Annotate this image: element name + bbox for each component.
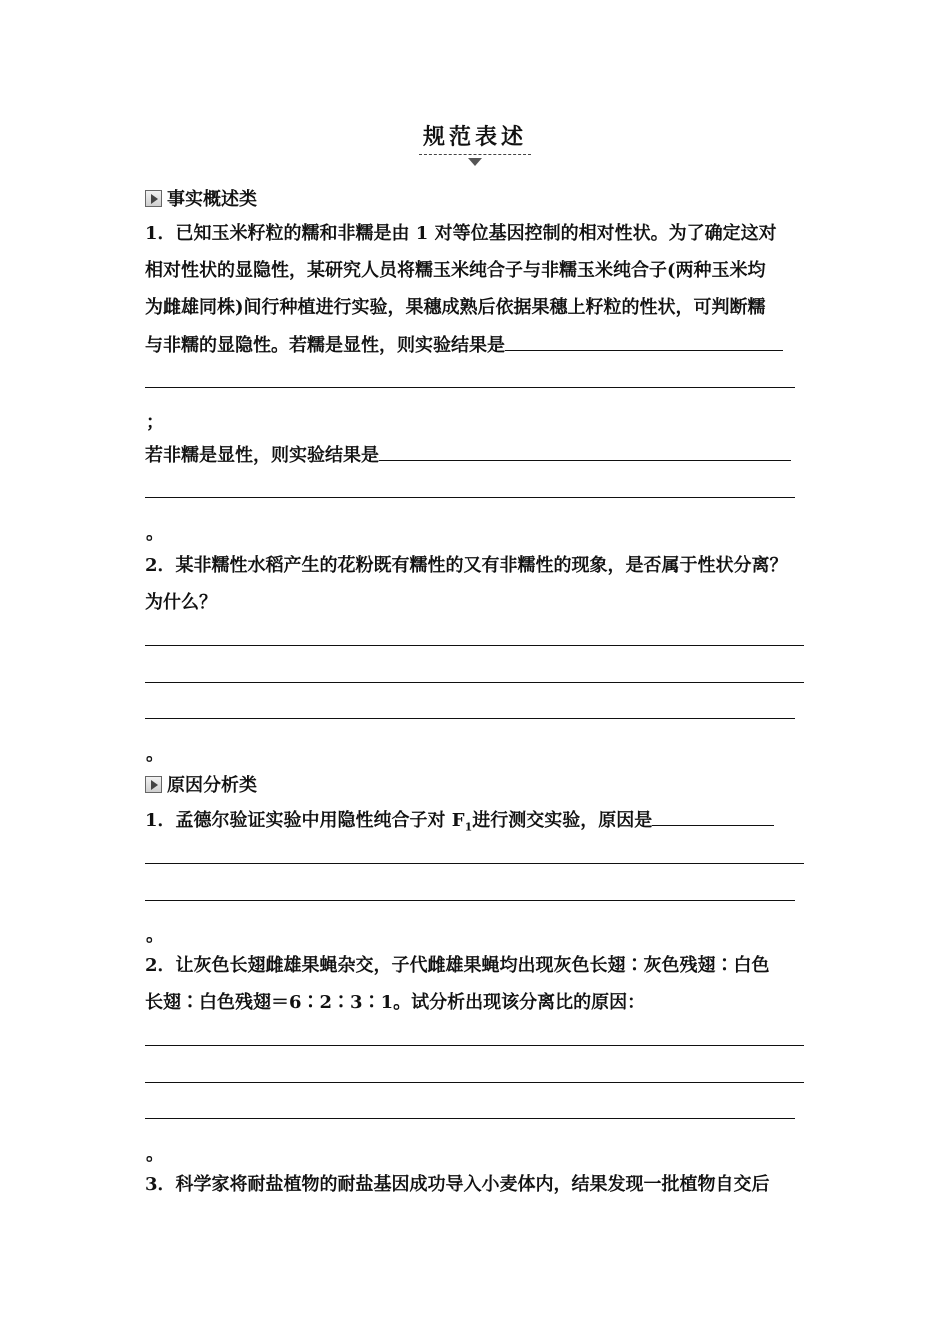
answer-line[interactable] <box>145 497 795 498</box>
question-text: 长翅∶白色残翅＝6∶2∶3∶1。试分析出现该分离比的原因： <box>145 992 646 1013</box>
question-text-part: 与非糯的显隐性。若糯是显性，则实验结果是 <box>145 335 505 356</box>
answer-blank[interactable] <box>652 807 774 826</box>
punctuation: 。 <box>146 523 164 544</box>
answer-blank[interactable] <box>505 332 783 351</box>
answer-line[interactable] <box>145 1118 795 1119</box>
question-text: 为什么？ <box>145 592 217 613</box>
question-text: 3．科学家将耐盐植物的耐盐基因成功导入小麦体内，结果发现一批植物自交后 <box>145 1174 770 1195</box>
subscript: 1 <box>464 820 473 834</box>
answer-line[interactable] <box>145 863 804 864</box>
section-heading-reasons <box>145 771 257 797</box>
section-heading-text: 事实概述类 <box>167 189 257 210</box>
question-text <box>145 442 791 469</box>
answer-line[interactable] <box>145 387 795 388</box>
section-heading-text: 原因分析类 <box>167 775 257 796</box>
page-title-block <box>0 120 950 166</box>
question-text: 1．已知玉米籽粒的糯和非糯是由 1 对等位基因控制的相对性状。为了确定这对 <box>145 223 777 244</box>
answer-line[interactable] <box>145 682 804 683</box>
punctuation: 。 <box>146 925 164 946</box>
punctuation: ； <box>146 412 164 433</box>
question-text-part: 进行测交实验，原因是 <box>472 810 653 831</box>
answer-line[interactable] <box>145 645 804 646</box>
section-heading-facts <box>145 185 257 211</box>
answer-line[interactable] <box>145 1082 804 1083</box>
answer-line[interactable] <box>145 900 795 901</box>
answer-line[interactable] <box>145 1045 804 1046</box>
play-icon <box>145 776 162 793</box>
question-text: 2．让灰色长翅雌雄果蝇杂交，子代雌雄果蝇均出现灰色长翅∶灰色残翅∶白色 <box>145 955 770 976</box>
question-text: 为雌雄同株)间行种植进行实验，果穗成熟后依据果穗上籽粒的性状，可判断糯 <box>145 297 766 318</box>
question-text-part: 若非糯是显性，则实验结果是 <box>145 445 379 466</box>
question-text <box>145 332 783 359</box>
title-arrow-icon <box>468 158 482 166</box>
question-text: 相对性状的显隐性，某研究人员将糯玉米纯合子与非糯玉米纯合子(两种玉米均 <box>145 260 766 281</box>
question-text-part: 1．孟德尔验证实验中用隐性纯合子对 F <box>145 810 465 831</box>
question-text <box>145 807 774 841</box>
punctuation: 。 <box>146 1144 164 1165</box>
question-text: 2．某非糯性水稻产生的花粉既有糯性的又有非糯性的现象，是否属于性状分离？ <box>145 555 788 576</box>
play-icon <box>145 190 162 207</box>
punctuation: 。 <box>146 744 164 765</box>
page-title: 规范表述 <box>419 120 531 155</box>
answer-line[interactable] <box>145 718 795 719</box>
answer-blank[interactable] <box>379 442 791 461</box>
